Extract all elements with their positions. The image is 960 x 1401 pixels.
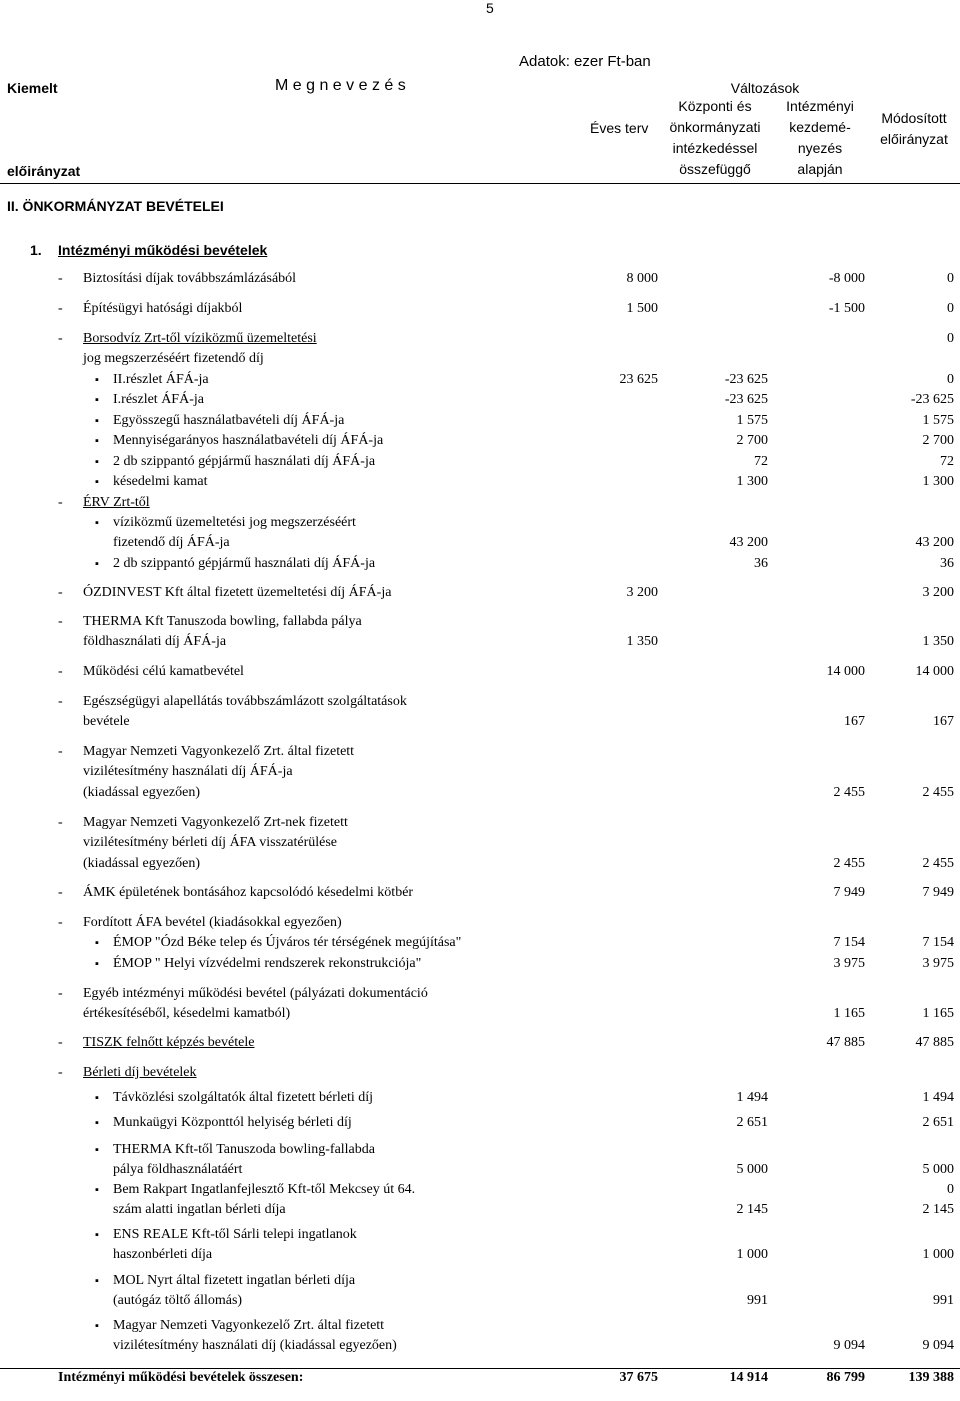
header-intezmenyi-1: kezdemé- (789, 119, 851, 135)
header-kiemelt: Kiemelt (7, 80, 58, 96)
total-eves: 37 675 (619, 1370, 658, 1385)
header-valtozasok: Változások (730, 80, 800, 96)
row-dash: - (58, 1035, 63, 1050)
row-dash: - (58, 585, 63, 600)
row-dash: - (58, 664, 63, 679)
cell-modositott: 5 000 (922, 1162, 954, 1178)
row-text: ÉRV Zrt-től (83, 495, 150, 510)
cell-eves-terv: 23 625 (619, 372, 658, 387)
total-rule (0, 1368, 960, 1369)
cell-intezmenyi: 167 (844, 714, 865, 730)
cell-modositott: 0 (947, 372, 954, 387)
header-eloiranyzat: előirányzat (7, 163, 81, 179)
header-intezmenyi-0: Intézményi (786, 98, 854, 114)
cell-intezmenyi: -1 500 (828, 301, 865, 316)
row-bullet-text: ▪ Magyar Nemzeti Vagyonkezelő Zrt. által fizetett (113, 1318, 384, 1334)
cell-intezmenyi: 1 165 (833, 1006, 865, 1022)
row-bullet-text: ▪ MOL Nyrt által fizetett ingatlan bérleti díja (113, 1273, 355, 1289)
cell-eves-terv: 1 500 (626, 301, 658, 316)
cell-modositott: 0 (947, 271, 954, 286)
cell-kozponti: 2 651 (736, 1115, 768, 1130)
row-bullet-text: (autógáz töltő állomás) (113, 1293, 243, 1309)
row-bullet-text: ▪ Bem Rakpart Ingatlanfejlesztő Kft-től Mekcsey út 64. (113, 1182, 415, 1198)
row-bullet-text: ▪ Egyösszegű használatbavételi díj ÁFÁ-ja (113, 413, 344, 429)
row-bullet-text: ▪ víziközmű üzemeltetési jog megszerzéséért (113, 515, 356, 531)
row-text: Építésügyi hatósági díjakból (83, 301, 243, 316)
cell-modositott: 14 000 (915, 664, 954, 679)
cell-modositott: 0 (947, 331, 954, 346)
row-bullet-text: ▪ 2 db szippantó gépjármű használati díj ÁFÁ-ja (113, 556, 375, 572)
cell-modositott: 7 949 (922, 885, 954, 900)
row-bullet-text: ▪ Mennyiségarányos használatbavételi díj ÁFÁ-ja (113, 433, 383, 449)
header-kozponti-3: összefüggő (679, 161, 751, 177)
header-kozponti-2: intézkedéssel (672, 140, 758, 156)
cell-intezmenyi: 9 094 (833, 1338, 865, 1354)
row-bullet-text: ▪ ENS REALE Kft-től Sárli telepi ingatlanok (113, 1227, 357, 1243)
row-bullet-text: ▪ ÉMOP "Ózd Béke telep és Újváros tér térségének megújítása" (113, 935, 461, 951)
cell-intezmenyi: -8 000 (828, 271, 865, 286)
cell-modositott-first: 0 (947, 1182, 954, 1197)
total-label: Intézményi működési bevételek összesen: (58, 1370, 304, 1385)
row-bullet-text: ▪ II.részlet ÁFÁ-ja (113, 372, 209, 388)
cell-intezmenyi: 7 949 (833, 885, 865, 900)
row-dash: - (58, 815, 63, 830)
row-text: (kiadással egyezően) (83, 784, 200, 800)
cell-modositott: 1 165 (922, 1006, 954, 1022)
header-intezmenyi-3: alapján (797, 161, 843, 177)
cell-kozponti: 2 700 (736, 433, 768, 448)
cell-modositott: 36 (940, 556, 954, 571)
cell-modositott: 3 975 (922, 956, 954, 971)
row-text: földhasználati díj ÁFÁ-ja (83, 634, 227, 650)
row-bullet-text: ▪ I.részlet ÁFÁ-ja (113, 392, 204, 408)
cell-modositott: 0 (947, 301, 954, 316)
row-text: Magyar Nemzeti Vagyonkezelő Zrt-nek fizetett (83, 815, 348, 830)
cell-kozponti: 1 575 (736, 413, 768, 428)
row-text: Egészségügyi alapellátás továbbszámlázott szolgáltatások (83, 694, 407, 709)
cell-kozponti: 2 145 (736, 1202, 768, 1218)
header-kozponti-1: önkormányzati (669, 119, 761, 135)
cell-kozponti: 5 000 (736, 1162, 768, 1178)
row-text: THERMA Kft Tanuszoda bowling, fallabda pálya (83, 614, 362, 629)
header-modositott-1: előirányzat (880, 131, 948, 147)
row-bullet-text: ▪ késedelmi kamat (113, 474, 207, 490)
page-number: 5 (486, 0, 494, 16)
cell-kozponti: 991 (747, 1293, 768, 1309)
cell-modositott: 9 094 (922, 1338, 954, 1354)
cell-modositott: -23 625 (910, 392, 954, 407)
total-int: 86 799 (826, 1370, 865, 1385)
row-dash: - (58, 694, 63, 709)
cell-eves-terv: 8 000 (626, 271, 658, 286)
row-text: vizilétesítmény használati díj ÁFÁ-ja (83, 764, 293, 780)
row-bullet-text: ▪ Távközlési szolgáltatók által fizetett bérleti díj (113, 1090, 373, 1106)
row-text: Borsodvíz Zrt-től víziközmű üzemeltetési (83, 331, 317, 346)
cell-modositott: 43 200 (915, 535, 954, 551)
cell-intezmenyi: 47 885 (826, 1035, 865, 1050)
row-text: Biztosítási díjak továbbszámlázásából (83, 271, 297, 286)
row-text: jog megszerzéséért fizetendő díj (83, 351, 264, 367)
subsection-number: 1. (30, 242, 42, 258)
row-bullet-text: ▪ Munkaügyi Központtól helyiség bérleti díj (113, 1115, 352, 1131)
cell-modositott: 1 300 (922, 474, 954, 489)
section-title: II. ÖNKORMÁNYZAT BEVÉTELEI (7, 198, 224, 214)
cell-kozponti: 43 200 (729, 535, 768, 551)
row-bullet-text: szám alatti ingatlan bérleti díja (113, 1202, 286, 1218)
cell-eves-terv: 3 200 (626, 585, 658, 600)
header-eves-terv: Éves terv (590, 120, 649, 136)
row-bullet-text: haszonbérleti díja (113, 1247, 213, 1263)
cell-modositott: 1 000 (922, 1247, 954, 1263)
cell-kozponti: -23 625 (724, 392, 768, 407)
cell-modositott: 2 145 (922, 1202, 954, 1218)
row-bullet-text: ▪ ÉMOP " Helyi vízvédelmi rendszerek rekonstrukciója" (113, 956, 421, 972)
subsection-title: Intézményi működési bevételek (58, 242, 268, 258)
cell-modositott: 1 494 (922, 1090, 954, 1105)
row-dash: - (58, 885, 63, 900)
cell-modositott: 72 (940, 454, 954, 469)
cell-kozponti: 36 (754, 556, 768, 571)
row-dash: - (58, 271, 63, 286)
row-text: Bérleti díj bevételek (83, 1065, 197, 1080)
cell-kozponti: -23 625 (724, 372, 768, 387)
row-dash: - (58, 744, 63, 759)
row-text: értékesítéséből, késedelmi kamatból) (83, 1006, 291, 1022)
row-dash: - (58, 301, 63, 316)
cell-intezmenyi: 7 154 (833, 935, 865, 950)
row-bullet-text: ▪ 2 db szippantó gépjármű használati díj ÁFÁ-ja (113, 454, 375, 470)
header-rule (0, 183, 960, 184)
cell-modositott: 2 651 (922, 1115, 954, 1130)
cell-modositott: 3 200 (922, 585, 954, 600)
row-bullet-text: fizetendő díj ÁFÁ-ja (113, 535, 230, 551)
cell-modositott: 2 455 (922, 784, 954, 800)
row-bullet-text: ▪ THERMA Kft-től Tanuszoda bowling-fallabda (113, 1142, 375, 1158)
cell-eves-terv: 1 350 (626, 634, 658, 650)
cell-modositott: 1 575 (922, 413, 954, 428)
cell-modositott: 167 (933, 714, 954, 730)
header-intezmenyi-2: nyezés (797, 140, 843, 156)
cell-intezmenyi: 2 455 (833, 784, 865, 800)
row-dash: - (58, 495, 63, 510)
row-bullet-text: pálya földhasználatáért (113, 1162, 243, 1178)
row-dash: - (58, 614, 63, 629)
row-text: ÓZDINVEST Kft által fizetett üzemeltetési díj ÁFÁ-ja (83, 585, 392, 600)
row-text: Magyar Nemzeti Vagyonkezelő Zrt. által fizetett (83, 744, 355, 759)
row-text: Egyéb intézményi működési bevétel (pályázati dokumentáció (83, 986, 428, 1001)
cell-modositott: 1 350 (922, 634, 954, 650)
row-text: Működési célú kamatbevétel (83, 664, 244, 679)
cell-modositott: 2 700 (922, 433, 954, 448)
row-text: (kiadással egyezően) (83, 855, 200, 871)
cell-intezmenyi: 14 000 (826, 664, 865, 679)
row-text: ÁMK épületének bontásához kapcsolódó késedelmi kötbér (83, 885, 414, 900)
cell-kozponti: 1 300 (736, 474, 768, 489)
total-kozp: 14 914 (729, 1370, 768, 1385)
cell-kozponti: 1 494 (736, 1090, 768, 1105)
row-text: Fordított ÁFA bevétel (kiadásokkal egyezően) (83, 915, 342, 930)
cell-modositott: 2 455 (922, 855, 954, 871)
total-mod: 139 388 (908, 1370, 954, 1385)
cell-modositott: 7 154 (922, 935, 954, 950)
header-megnevezes: M e g n e v e z é s (275, 77, 406, 94)
header-modositott-0: Módosított (881, 110, 947, 126)
row-dash: - (58, 915, 63, 930)
row-text: TISZK felnőtt képzés bevétele (83, 1035, 255, 1050)
cell-intezmenyi: 3 975 (833, 956, 865, 971)
row-dash: - (58, 1065, 63, 1080)
row-dash: - (58, 331, 63, 346)
header-kozponti-0: Központi és (678, 98, 752, 114)
cell-kozponti: 1 000 (736, 1247, 768, 1263)
cell-kozponti: 72 (754, 454, 768, 469)
cell-intezmenyi: 2 455 (833, 855, 865, 871)
units-note: Adatok: ezer Ft-ban (519, 53, 651, 70)
row-text: bevétele (83, 714, 130, 730)
row-dash: - (58, 986, 63, 1001)
row-bullet-text: vizilétesítmény használati díj (kiadással egyezően) (113, 1338, 397, 1354)
cell-modositott: 991 (933, 1293, 954, 1309)
row-text: vizilétesítmény bérleti díj ÁFA visszatérülése (83, 835, 338, 851)
cell-modositott: 47 885 (915, 1035, 954, 1050)
